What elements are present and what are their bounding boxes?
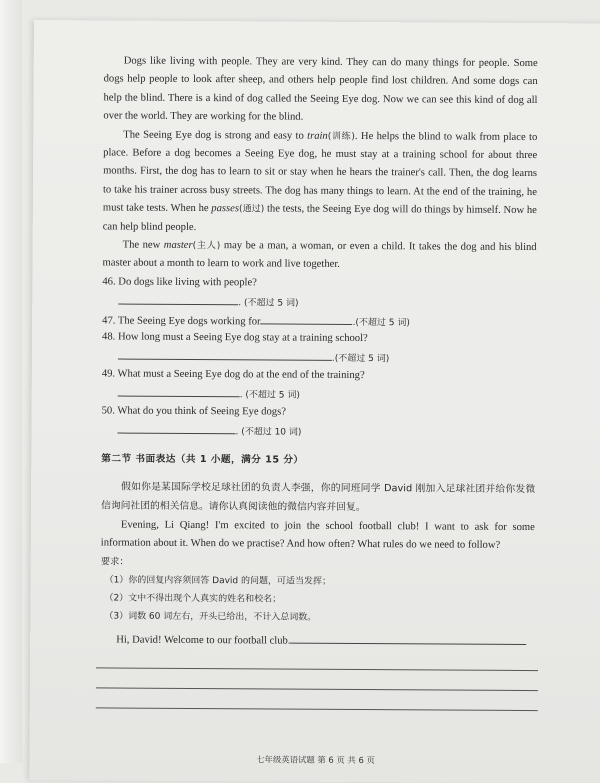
answer-50: . (不超过 10 词) — [101, 420, 535, 441]
answer-48: .(不超过 5 词) — [102, 347, 536, 368]
requirement-2: （2）文中不得出现个人真实的姓名和校名； — [104, 593, 282, 605]
passage-paragraph-3: The new master(主人) may be a man, a woman, or even a child. It takes the dog and his blind master about a month to learn to work and live together. — [102, 239, 537, 271]
requirement-1: （1）你的回复内容须回答 David 的问题，可适当发挥； — [104, 575, 332, 588]
answer-blank-46[interactable] — [118, 292, 238, 306]
question-46: 46. Do dogs like living with people? — [102, 276, 257, 289]
writing-line-2[interactable] — [96, 648, 538, 671]
page-footer: 七年级英语试题 第 6 页 共 6 页 — [256, 754, 375, 766]
answer-49: . (不超过 5 词) — [102, 384, 536, 405]
writing-line-3[interactable] — [96, 668, 538, 691]
wechat-message: Evening, Li Qiang! I'm excited to join the school football club! I want to ask for some information about it. When do we practise? And how often? What rules do we need to follow? — [100, 519, 535, 552]
requirement-3: （3）词数 60 词左右，开头已给出，不计入总词数。 — [104, 611, 317, 623]
answer-blank-49[interactable] — [118, 384, 240, 398]
answer-blank-48[interactable] — [118, 347, 332, 361]
writing-opening-line: Hi, David! Welcome to our football club. — [100, 630, 534, 651]
question-50: 50. What do you think of Seeing Eye dogs? — [101, 405, 286, 418]
passage-paragraph-2: The Seeing Eye dog is strong and easy to train(训练). He helps the blind to walk from place to place. Before a dog becomes a Seeing Eye dog, he must stay at a training school for about three months. First, the dog has to learn to sit or stay when he hears the trainer's call. Then, the dog learns to take his trainer across busy streets. The dog has many things to learn. At the end of the training, he must take tests. When he passes(通过) the tests, the Seeing Eye dog will do things by himself. Now he can help blind people. — [102, 129, 538, 233]
word-master: master — [163, 239, 193, 252]
question-49: 49. What must a Seeing Eye dog do at the end of the training? — [101, 368, 365, 381]
page-content — [100, 52, 538, 710]
adjacent-page-edge — [0, 0, 22, 763]
writing-blank-first[interactable] — [290, 631, 526, 645]
question-48: 48. How long must a Seeing Eye dog stay at a training school? — [102, 331, 368, 345]
word-passes: passes — [211, 203, 240, 215]
answer-blank-50[interactable] — [117, 421, 235, 435]
question-47: 47. The Seeing Eye dogs working for .(不超过 5 词) — [102, 310, 536, 331]
writing-prompt: 假如你是某国际学校足球社团的负责人李强，你的同班同学 David 刚加入足球社团并给你发微信询问社团的相关信息。请你认真阅读他的微信内容并回复。 — [100, 481, 536, 514]
writing-section-title: 第二节 书面表达（共 1 小题，满分 15 分） — [101, 453, 304, 467]
exam-page — [29, 20, 600, 783]
word-train: train — [307, 130, 328, 142]
answer-46: . (不超过 5 词) — [102, 292, 536, 313]
requirements-title: 要求： — [100, 556, 129, 568]
writing-line-4[interactable] — [96, 688, 538, 711]
answer-blank-47[interactable] — [261, 311, 353, 325]
passage-paragraph-1: Dogs like living with people. They are very kind. They can do many things for people. Some dogs help people to look after sheep, and others help people find lost children. And some dogs can help the blind. There is a kind of dog called the Seeing Eye dog. Now we can see this kind of dog all over the world. They are working for the blind. — [103, 55, 538, 123]
